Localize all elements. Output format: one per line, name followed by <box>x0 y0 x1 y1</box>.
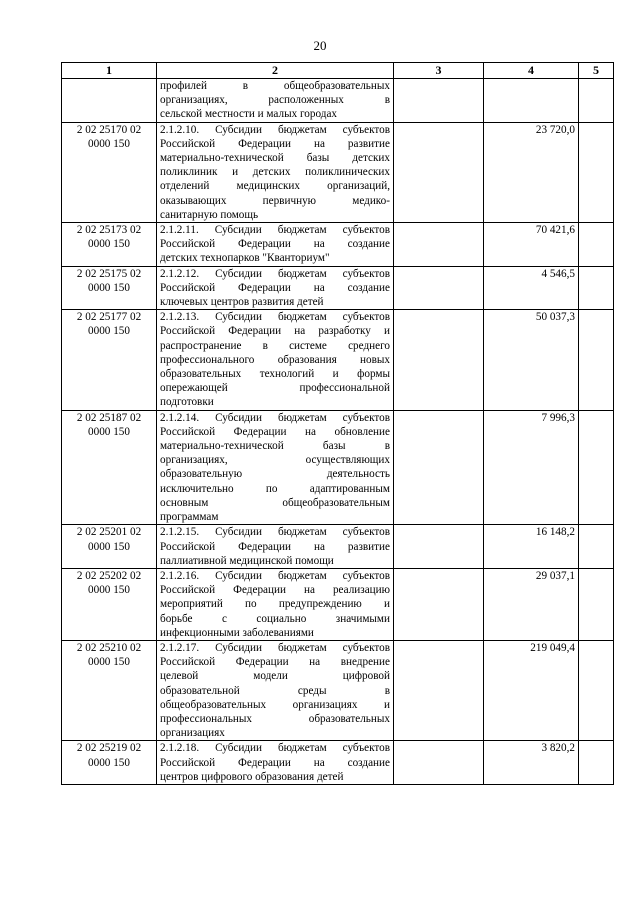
column-5-cell <box>579 266 614 310</box>
description-line: общеобразовательных организациях и <box>160 698 390 711</box>
budget-code-cell: 2 02 25219 02 0000 150 <box>62 741 157 785</box>
header-col-3: 3 <box>394 63 484 79</box>
description-line: образовательную деятельность <box>160 468 390 481</box>
table-row <box>62 525 614 569</box>
table-row <box>62 568 614 640</box>
description-line: Российской Федерации на развитие <box>160 137 390 150</box>
header-col-4: 4 <box>484 63 579 79</box>
description-line: поликлиник и детских поликлинических <box>160 166 390 179</box>
amount-cell: 50 037,3 <box>484 310 579 410</box>
description-line: образовательных технологий и формы <box>160 368 390 381</box>
description-cell <box>157 568 394 640</box>
description-line: 2.1.2.16. Субсидии бюджетам субъектов <box>160 569 390 582</box>
description-line: опережающей профессиональной <box>160 382 390 395</box>
description-line: профессионального образования новых <box>160 353 390 366</box>
column-5-cell <box>579 741 614 785</box>
table-row <box>62 741 614 785</box>
description-cell <box>157 79 394 123</box>
description-line: исключительно по адаптированным <box>160 482 390 495</box>
budget-code-cell: 2 02 25170 02 0000 150 <box>62 122 157 222</box>
description-line: профессиональных образовательных <box>160 712 390 725</box>
column-5-cell <box>579 410 614 525</box>
description-line: материально-технической базы детских <box>160 152 390 165</box>
description-cell <box>157 410 394 525</box>
description-line: инфекционными заболеваниями <box>160 626 314 639</box>
description-cell <box>157 640 394 740</box>
description-line: ключевых центров развития детей <box>160 296 324 309</box>
description-cell <box>157 122 394 222</box>
table-row <box>62 266 614 310</box>
description-line: 2.1.2.17. Субсидии бюджетам субъектов <box>160 641 390 654</box>
amount-cell: 16 148,2 <box>484 525 579 569</box>
table-header-row <box>62 63 614 79</box>
budget-table <box>61 62 614 785</box>
budget-code-cell: 2 02 25173 02 0000 150 <box>62 223 157 267</box>
budget-code-cell: 2 02 25201 02 0000 150 <box>62 525 157 569</box>
description-line: отделений медицинских организаций, <box>160 180 390 193</box>
description-line: сельской местности и малых городах <box>160 108 338 121</box>
table-row <box>62 79 614 123</box>
table-row <box>62 640 614 740</box>
description-line: Российской Федерации на создание <box>160 281 390 294</box>
budget-code-cell: 2 02 25175 02 0000 150 <box>62 266 157 310</box>
amount-cell <box>484 79 579 123</box>
description-line: программам <box>160 511 219 524</box>
description-line: Российской Федерации на создание <box>160 756 390 769</box>
description-line: Российской Федерации на развитие <box>160 540 390 553</box>
description-line: санитарную помощь <box>160 208 259 221</box>
description-cell <box>157 266 394 310</box>
description-line: организациях <box>160 727 225 740</box>
amount-cell: 70 421,6 <box>484 223 579 267</box>
budget-code-cell: 2 02 25202 02 0000 150 <box>62 568 157 640</box>
description-line: распространение в системе среднего <box>160 339 390 352</box>
column-3-cell <box>394 525 484 569</box>
column-3-cell <box>394 266 484 310</box>
column-3-cell <box>394 410 484 525</box>
description-line: 2.1.2.13. Субсидии бюджетам субъектов <box>160 311 390 324</box>
description-line: оказывающих первичную медико- <box>160 194 390 207</box>
column-5-cell <box>579 525 614 569</box>
description-line: 2.1.2.11. Субсидии бюджетам субъектов <box>160 224 390 237</box>
column-5-cell <box>579 79 614 123</box>
description-line: Российской Федерации на разработку и <box>160 325 390 338</box>
amount-cell: 7 996,3 <box>484 410 579 525</box>
table-row <box>62 410 614 525</box>
description-line: организациях, осуществляющих <box>160 454 390 467</box>
description-line: подготовки <box>160 396 214 409</box>
description-line: образовательной среды в <box>160 684 390 697</box>
column-3-cell <box>394 741 484 785</box>
description-line: борьбе с социально значимыми <box>160 612 390 625</box>
budget-code-cell <box>62 79 157 123</box>
budget-code-cell: 2 02 25210 02 0000 150 <box>62 640 157 740</box>
description-line: целевой модели цифровой <box>160 670 390 683</box>
header-col-2: 2 <box>157 63 394 79</box>
header-col-1: 1 <box>62 63 157 79</box>
amount-cell: 3 820,2 <box>484 741 579 785</box>
amount-cell: 4 546,5 <box>484 266 579 310</box>
description-cell <box>157 310 394 410</box>
column-3-cell <box>394 122 484 222</box>
column-3-cell <box>394 310 484 410</box>
description-line: мероприятий по предупреждению и <box>160 598 390 611</box>
description-line: 2.1.2.15. Субсидии бюджетам субъектов <box>160 526 390 539</box>
column-3-cell <box>394 79 484 123</box>
header-col-5: 5 <box>579 63 614 79</box>
column-5-cell <box>579 122 614 222</box>
table-row <box>62 122 614 222</box>
description-line: основным общеобразовательным <box>160 496 390 509</box>
amount-cell: 219 049,4 <box>484 640 579 740</box>
description-line: Российской Федерации на реализацию <box>160 584 390 597</box>
description-line: детских технопарков "Кванториум" <box>160 252 330 265</box>
description-cell <box>157 741 394 785</box>
column-5-cell <box>579 310 614 410</box>
table-body <box>62 79 614 785</box>
column-3-cell <box>394 568 484 640</box>
description-line: 2.1.2.12. Субсидии бюджетам субъектов <box>160 267 390 280</box>
description-line: центров цифрового образования детей <box>160 770 344 783</box>
description-line: Российской Федерации на обновление <box>160 425 390 438</box>
description-cell <box>157 223 394 267</box>
column-3-cell <box>394 640 484 740</box>
column-5-cell <box>579 223 614 267</box>
amount-cell: 29 037,1 <box>484 568 579 640</box>
amount-cell: 23 720,0 <box>484 122 579 222</box>
column-5-cell <box>579 568 614 640</box>
budget-code-cell: 2 02 25177 02 0000 150 <box>62 310 157 410</box>
description-line: Российской Федерации на создание <box>160 238 390 251</box>
column-5-cell <box>579 640 614 740</box>
description-line: профилей в общеобразовательных <box>160 80 390 92</box>
description-line: Российской Федерации на внедрение <box>160 656 390 669</box>
description-line: материально-технической базы в <box>160 440 390 453</box>
description-line: паллиативной медицинской помощи <box>160 554 334 567</box>
description-line: 2.1.2.18. Субсидии бюджетам субъектов <box>160 742 390 755</box>
column-3-cell <box>394 223 484 267</box>
description-line: 2.1.2.10. Субсидии бюджетам субъектов <box>160 123 390 136</box>
table-row <box>62 223 614 267</box>
description-line: организациях, расположенных в <box>160 94 390 107</box>
description-line: 2.1.2.14. Субсидии бюджетам субъектов <box>160 411 390 424</box>
page-number: 20 <box>313 38 327 53</box>
description-cell <box>157 525 394 569</box>
table-row <box>62 310 614 410</box>
budget-code-cell: 2 02 25187 02 0000 150 <box>62 410 157 525</box>
